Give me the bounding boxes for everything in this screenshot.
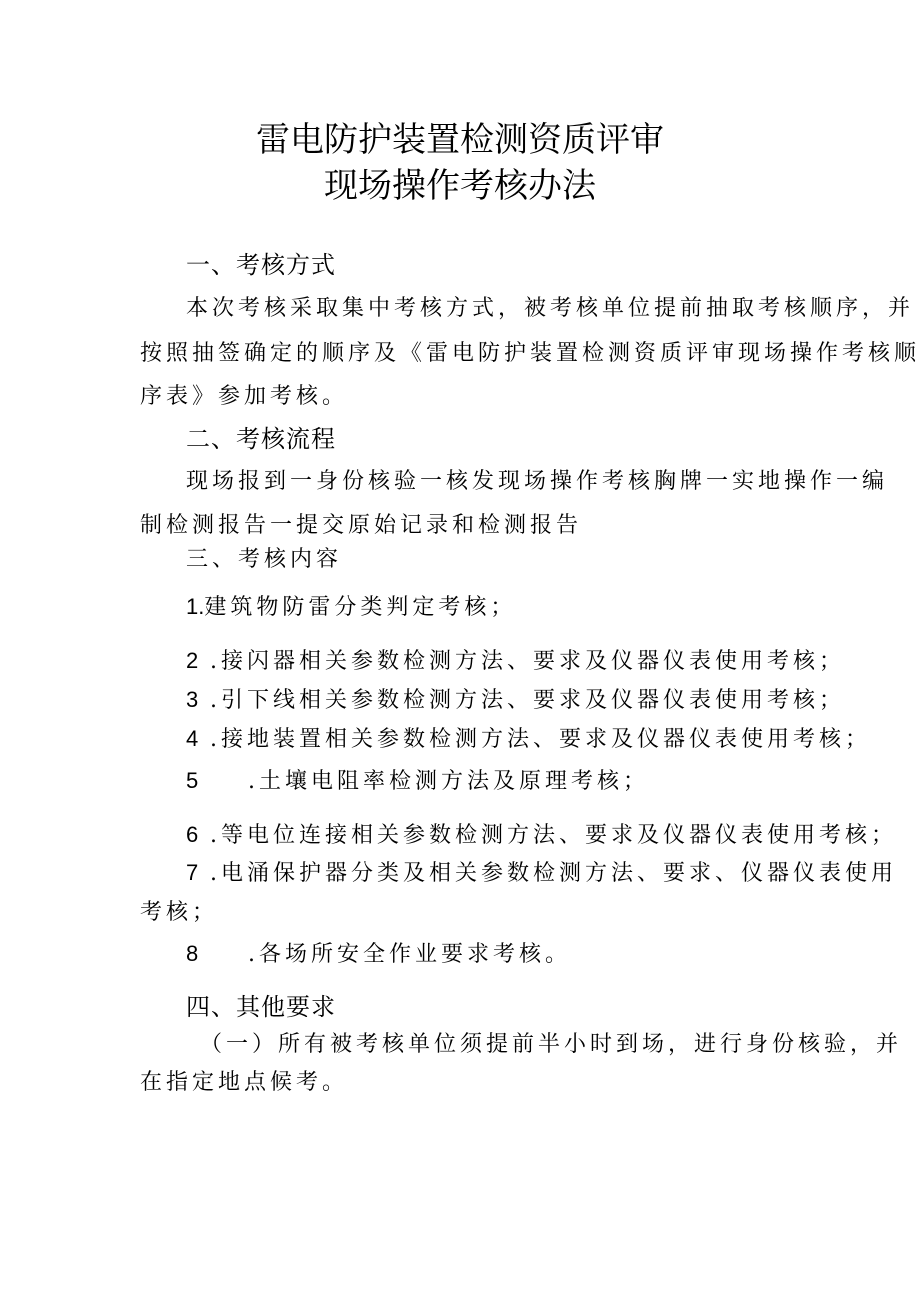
section4-paragraph-line1: （一）所有被考核单位须提前半小时到场，进行身份核验，并 [200,1032,903,1057]
list-item-text: .各场所安全作业要求考核。 [248,942,571,967]
list-item [186,724,871,755]
section1-paragraph-line3: 序表》参加考核。 [140,384,349,409]
section2-paragraph-line1: 现场报到一身份核验一核发现场操作考核胸牌一实地操作一编 [186,469,889,494]
list-item [186,592,516,623]
list-item-number: 1. [186,594,205,619]
list-item [186,939,571,970]
list-item-continuation: 考核； [140,900,219,925]
document-title-line2: 现场操作考核办法 [324,166,596,206]
list-item-text: .土壤电阻率检测方法及原理考核； [248,769,649,794]
list-item [186,685,845,716]
section2-heading: 二、考核流程 [186,425,336,453]
list-item-number: 6 [186,822,199,847]
section1-paragraph-line1: 本次考核采取集中考核方式，被考核单位提前抽取考核顺序，并 [186,296,915,321]
list-item-text: .接地装置相关参数检测方法、要求及仪器仪表使用考核； [210,727,871,752]
list-item-text: .等电位连接相关参数检测方法、要求及仪器仪表使用考核； [210,823,897,848]
section1-heading: 一、考核方式 [186,251,336,279]
list-item-text: 建筑物防雷分类判定考核； [204,595,517,620]
section1-paragraph-line2: 按照抽签确定的顺序及《雷电防护装置检测资质评审现场操作考核顺 [140,341,920,366]
list-item [186,766,649,797]
list-item-text: .引下线相关参数检测方法、要求及仪器仪表使用考核； [210,688,845,713]
section2-paragraph-line2: 制检测报告一提交原始记录和检测报告 [140,513,583,538]
list-item-number: 2 [186,648,199,673]
list-item [186,858,897,889]
document-title-line1: 雷电防护装置检测资质评审 [256,120,664,160]
list-item [186,646,845,677]
list-item-number: 4 [186,726,199,751]
list-item-number: 5 [186,768,199,793]
list-item-number: 3 [186,687,199,712]
section3-heading: 三、考核内容 [186,547,343,572]
list-item-number: 7 [186,860,199,885]
list-item-text: .电涌保护器分类及相关参数检测方法、要求、仪器仪表使用 [210,861,897,886]
section4-paragraph-line2: 在指定地点候考。 [140,1070,349,1095]
list-item [186,820,897,851]
list-item-number: 8 [186,941,199,966]
section4-heading: 四、其他要求 [186,993,336,1021]
list-item-text: .接闪器相关参数检测方法、要求及仪器仪表使用考核； [210,649,845,674]
